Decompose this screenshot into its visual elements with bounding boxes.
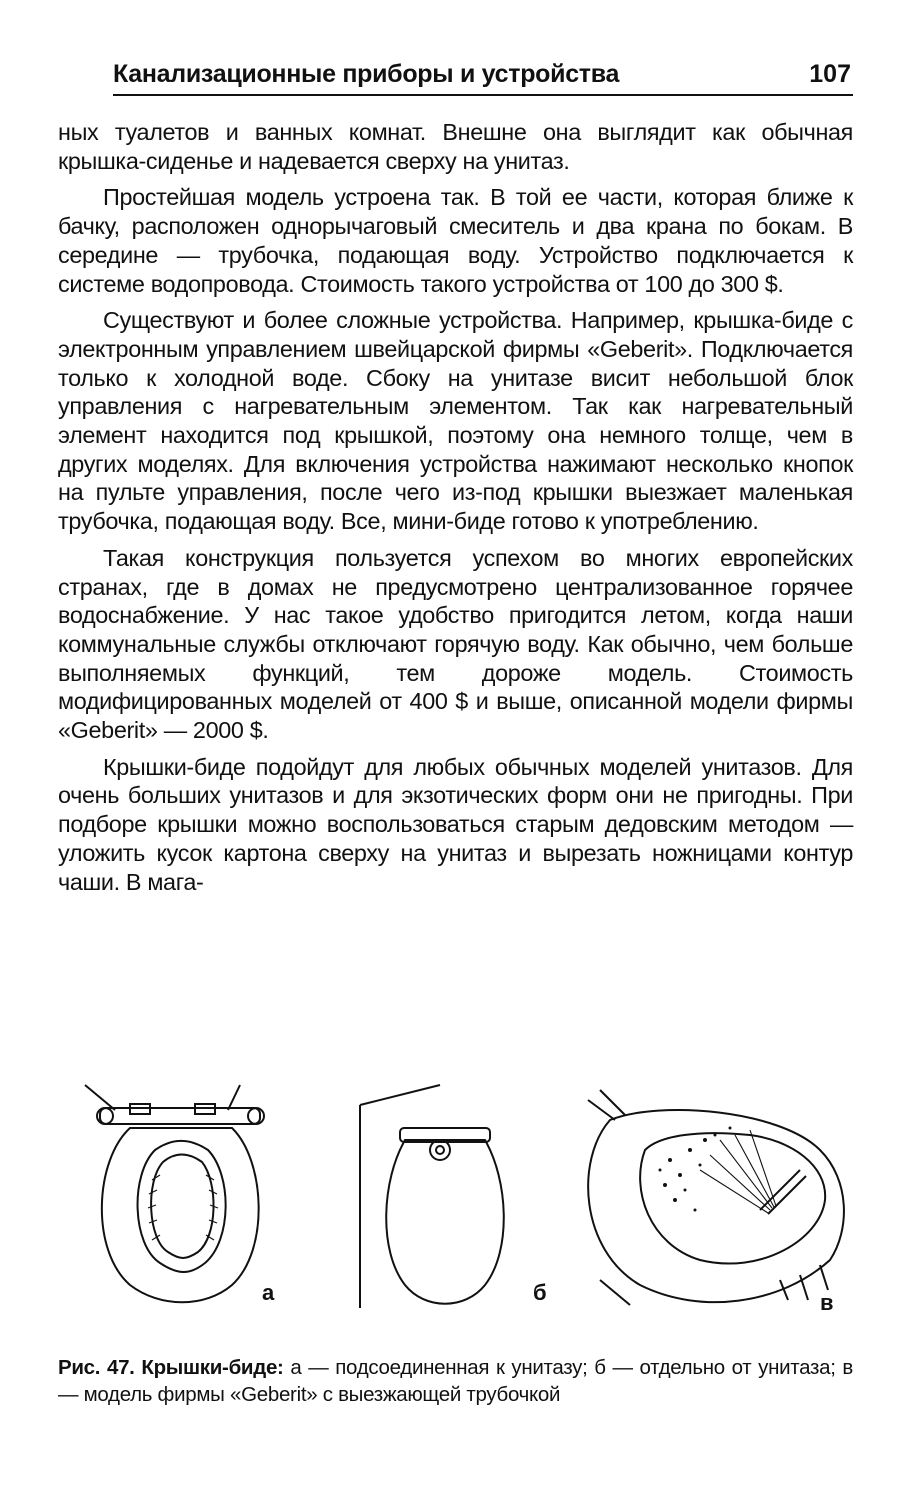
paragraph: Простейшая модель устроена так. В той ее части, которая ближе к бачку, расположен однорычаговый смеситель и два крана по бокам. В середине — трубочка, подающая воду. Устройство подключается к системе водопровода. Стоимость такого устройства от 100 до 300 $. <box>58 184 853 297</box>
caption-lead: Рис. 47. Крышки-биде: <box>58 1355 284 1379</box>
water-spray-icon <box>700 1130 776 1213</box>
paragraph: Существуют и более сложные устройства. Например, крышка-биде с электронным управлением швейцарской фирмы «Geberit». Подключается только к холодной воде. Сбоку на унитазе висит небольшой блок управления с нагревательным элементом. Так как нагревательный элемент находится под крышкой, поэтому она немного толще, чем в других моделях. Для включения устройства нажимают несколько кнопок на пульте управления, после чего из-под крышки выезжает маленькая трубочка, подающая воду. Все, мини-биде готово к употреблению. <box>58 307 853 535</box>
paragraph-continuation: ных туалетов и ванных комнат. Внешне она выглядит как обычная крышка-сиденье и надевается сверху на унитаз. <box>58 119 853 174</box>
figure-47 <box>60 1080 860 1320</box>
figure-illustration <box>60 1080 860 1320</box>
illustration-v <box>588 1090 844 1305</box>
figure-label-b: б <box>533 1280 547 1305</box>
hatching-icon <box>148 1175 218 1240</box>
illustration-b <box>360 1085 504 1308</box>
figure-label-v: в <box>820 1290 834 1315</box>
chapter-title: Канализационные приборы и устройства <box>113 60 620 88</box>
body-text <box>58 118 853 904</box>
caption-text: а — подсоединенная к унитазу; б — отдельно от унитаза; в — модель фирмы «Geberit» с выезжающей трубочкой <box>58 1355 853 1406</box>
figure-label-a: а <box>262 1280 275 1305</box>
running-head <box>113 58 853 96</box>
paragraph: Крышки-биде подойдут для любых обычных моделей унитазов. Для очень больших унитазов и для экзотических форм они не пригодны. При подборе крышки можно воспользоваться старым дедовским методом — уложить кусок картона сверху на унитаз и вырезать ножницами контур чаши. В мага- <box>58 753 853 895</box>
illustration-a <box>85 1085 264 1302</box>
page-number: 107 <box>809 60 851 88</box>
figure-caption <box>58 1354 853 1408</box>
water-droplets-icon <box>659 1127 732 1212</box>
paragraph: Такая конструкция пользуется успехом во многих европейских странах, где в домах не предусмотрено централизованное горячее водоснабжение. У нас такое удобство пригодится летом, когда наши коммунальные службы отключают горячую воду. Как обычно, чем больше выполняемых функций, тем дороже модель. Стоимость модифицированных моделей от 400 $ и выше, описанной модели фирмы «Geberit» — 2000 $. <box>58 544 853 744</box>
